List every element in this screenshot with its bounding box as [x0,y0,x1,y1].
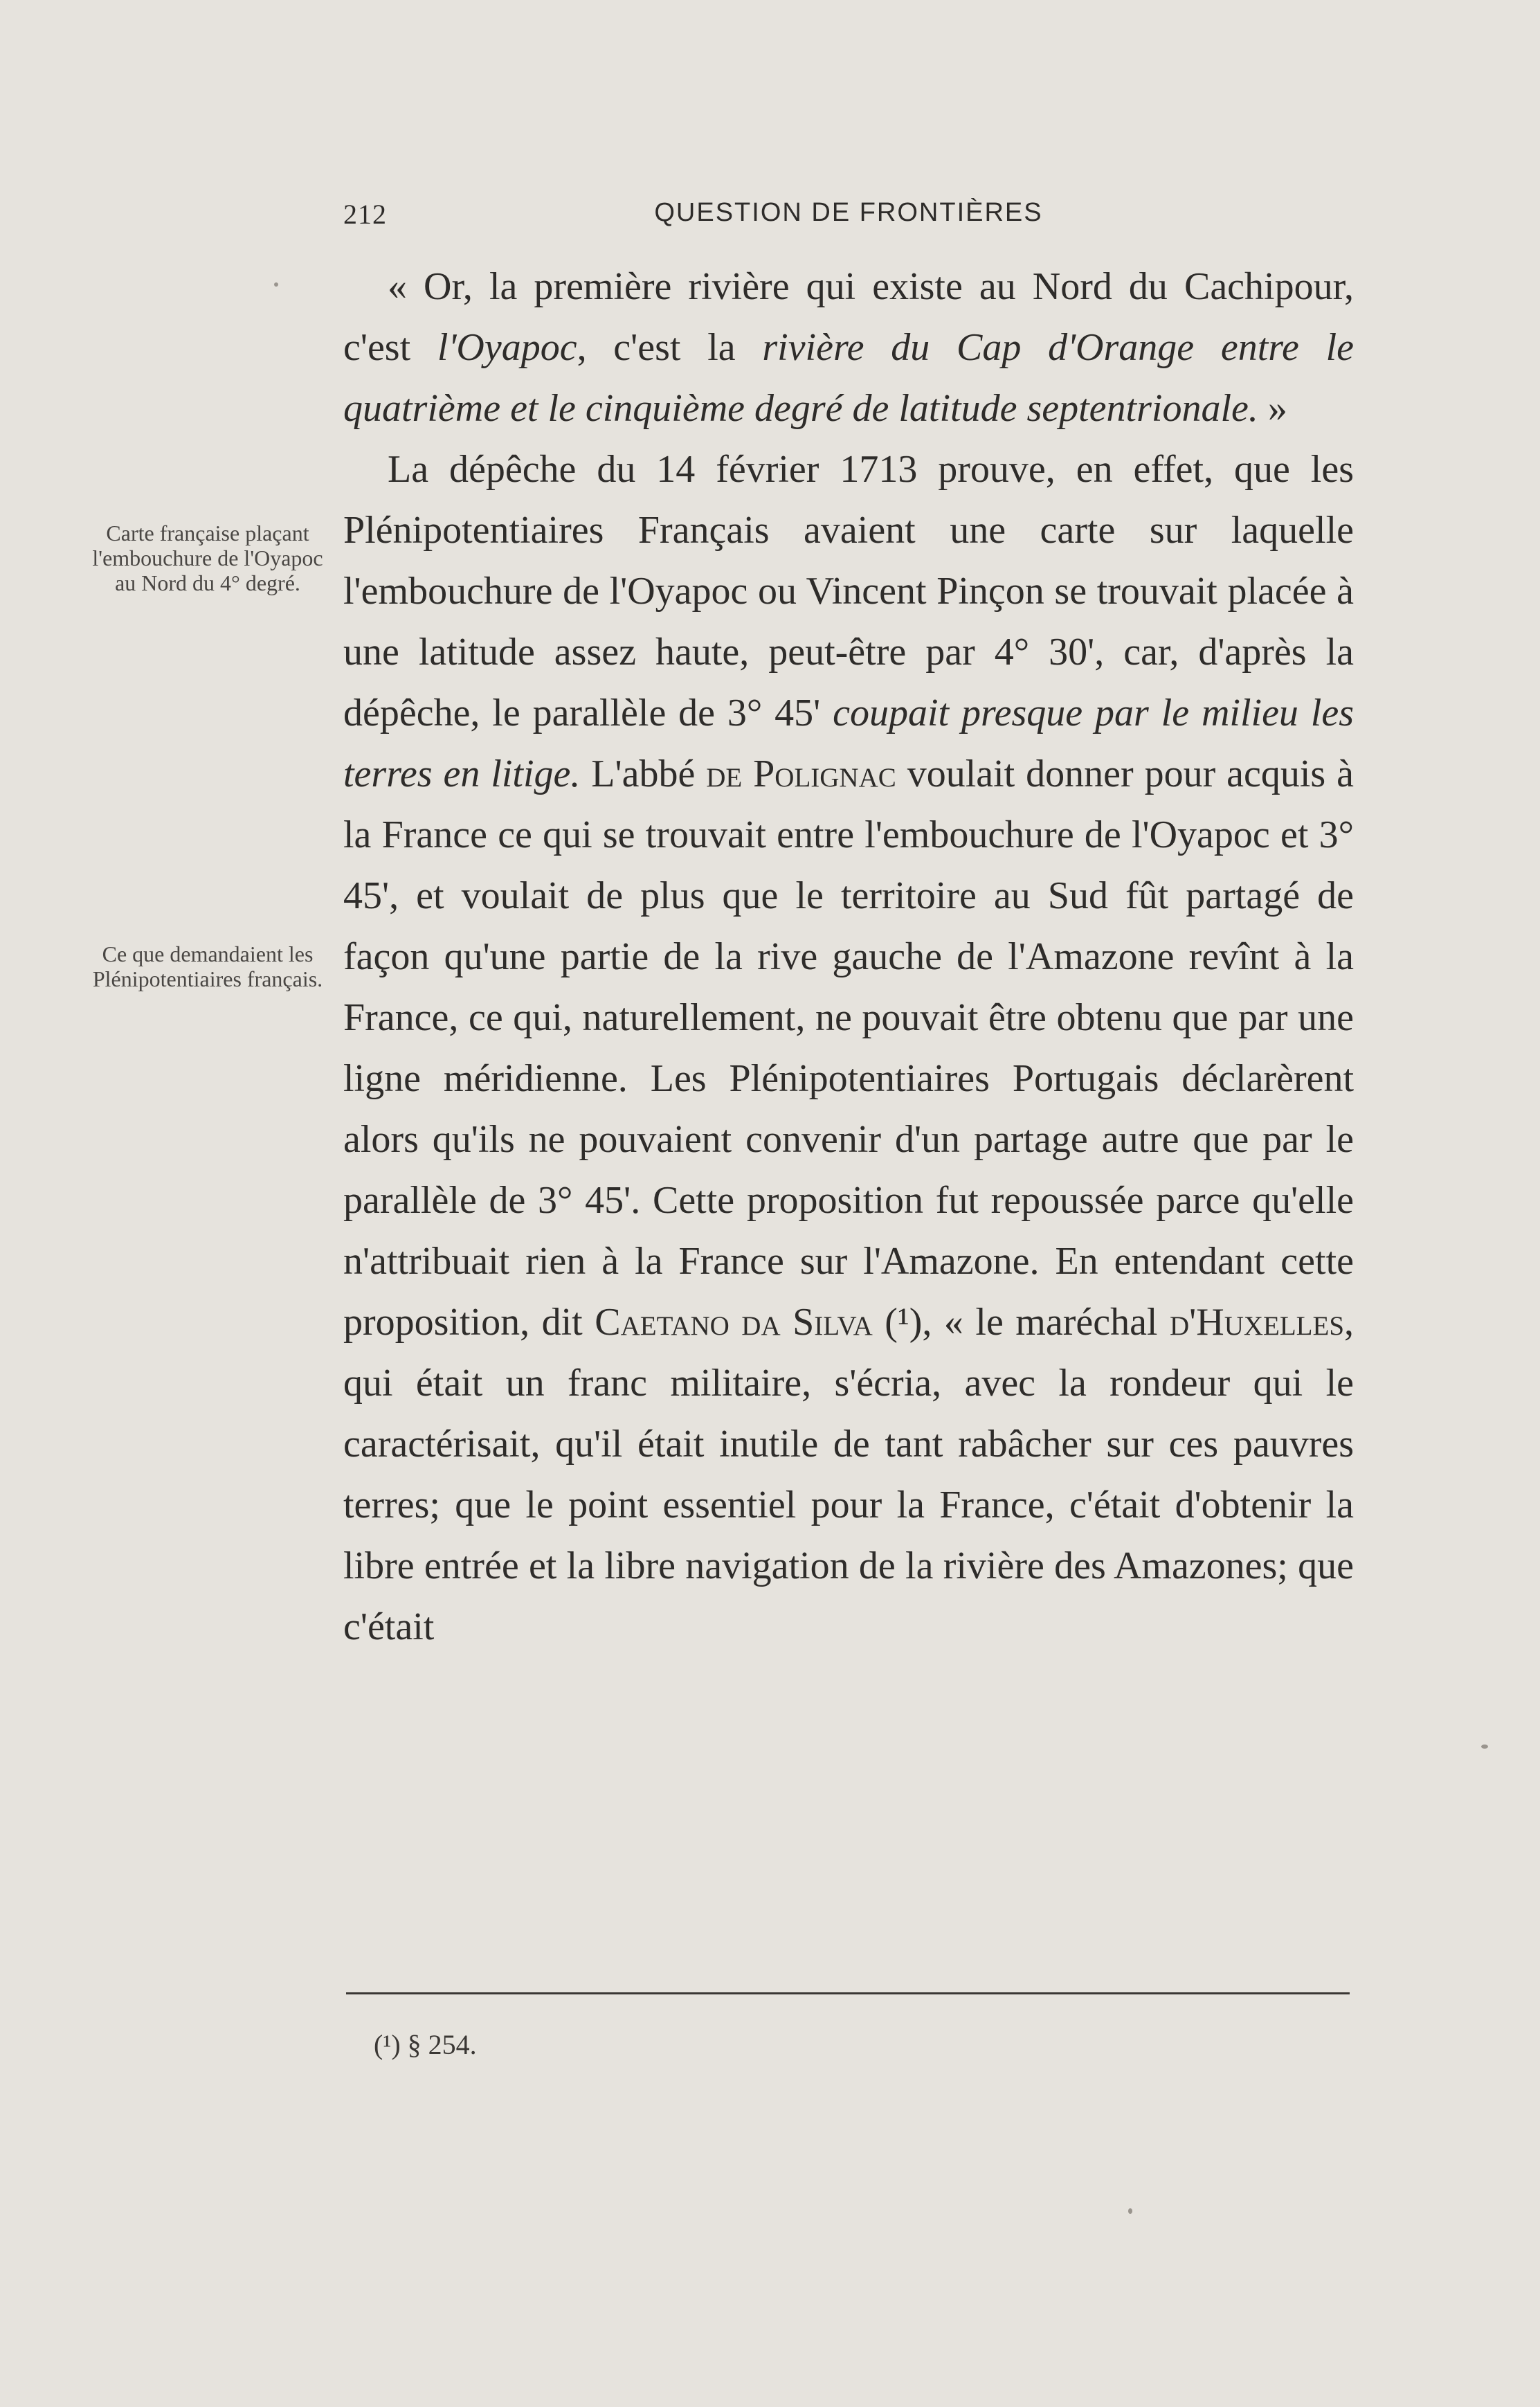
paragraph-main [343,439,1354,1657]
paper-speck [1128,2208,1132,2214]
page-number: 212 [343,199,387,230]
margin-note-demandes: Ce que demandaient les Plénipotentiaires français. [92,941,323,991]
body-text [343,256,1354,1657]
text-run: , qui était un franc militaire, s'écria, avec la rondeur qui le caractérisait, qu'il était inutile de tant rabâcher sur ces pauvres terres; que le point essentiel pour la France, c'était d'obtenir la libre entrée et la libre navigation de la rivière des Amazones; que c'était [343,1301,1355,1648]
text-run: » [1258,387,1287,430]
small-caps-run: d'Huxelles [1170,1301,1345,1344]
footnote-divider [346,1992,1350,1994]
text-run: voulait donner pour acquis à la France ce qui se trouvait entre l'embouchure de l'Oyapoc et 3° 45', et voulait de plus que le territoire au Sud fût partagé de façon qu'une partie de la rive gauche de l'Amazone revînt à la France, ce qui, naturellement, ne pouvait être obtenu que par une ligne méridienne. Les Plénipotentiaires Portugais déclarèrent alors qu'ils ne pouvaient convenir d'un partage autre que par le parallèle de 3° 45'. Cette proposition fut repoussée parce qu'elle n'attribuait rien à la France sur l'Amazone. En entendant cette proposition, dit [343,752,1354,1344]
text-run: (¹), « le maréchal [872,1301,1170,1344]
margin-note-carte: Carte française plaçant l'embouchure de l'Oyapoc au Nord du 4° degré. [92,521,323,595]
footnote: (¹) § 254. [374,2029,477,2060]
running-head [343,198,1354,240]
text-run: « Or, la première rivière qui existe au Nord du Cachipour, c'est [343,265,1354,369]
paragraph-quote [343,256,1354,439]
italic-run: l'Oyapoc [437,326,577,369]
small-caps-run: Caetano da Silva [595,1301,873,1344]
text-run: L'abbé [580,752,707,795]
italic-run: coupait presque par le milieu les terres en litige. [343,692,1355,795]
page-title: QUESTION DE FRONTIÈRES [654,198,1043,227]
text-run: La dépêche du 14 février 1713 prouve, en effet, que les Plénipotentiaires Français avaient une carte sur laquelle l'embouchure de l'Oyapoc ou Vincent Pinçon se trouvait placée à une latitude assez haute, peut-être par 4° 30', car, d'après la dépêche, le parallèle de 3° 45' [343,448,1354,734]
paper-speck [1481,1745,1488,1749]
text-run: , c'est la [577,326,763,369]
italic-run: rivière du Cap d'Orange entre le quatrième et le cinquième degré de latitude septentrionale. [343,326,1354,430]
small-caps-run: de Polignac [706,752,896,795]
paper-speck [274,282,278,287]
